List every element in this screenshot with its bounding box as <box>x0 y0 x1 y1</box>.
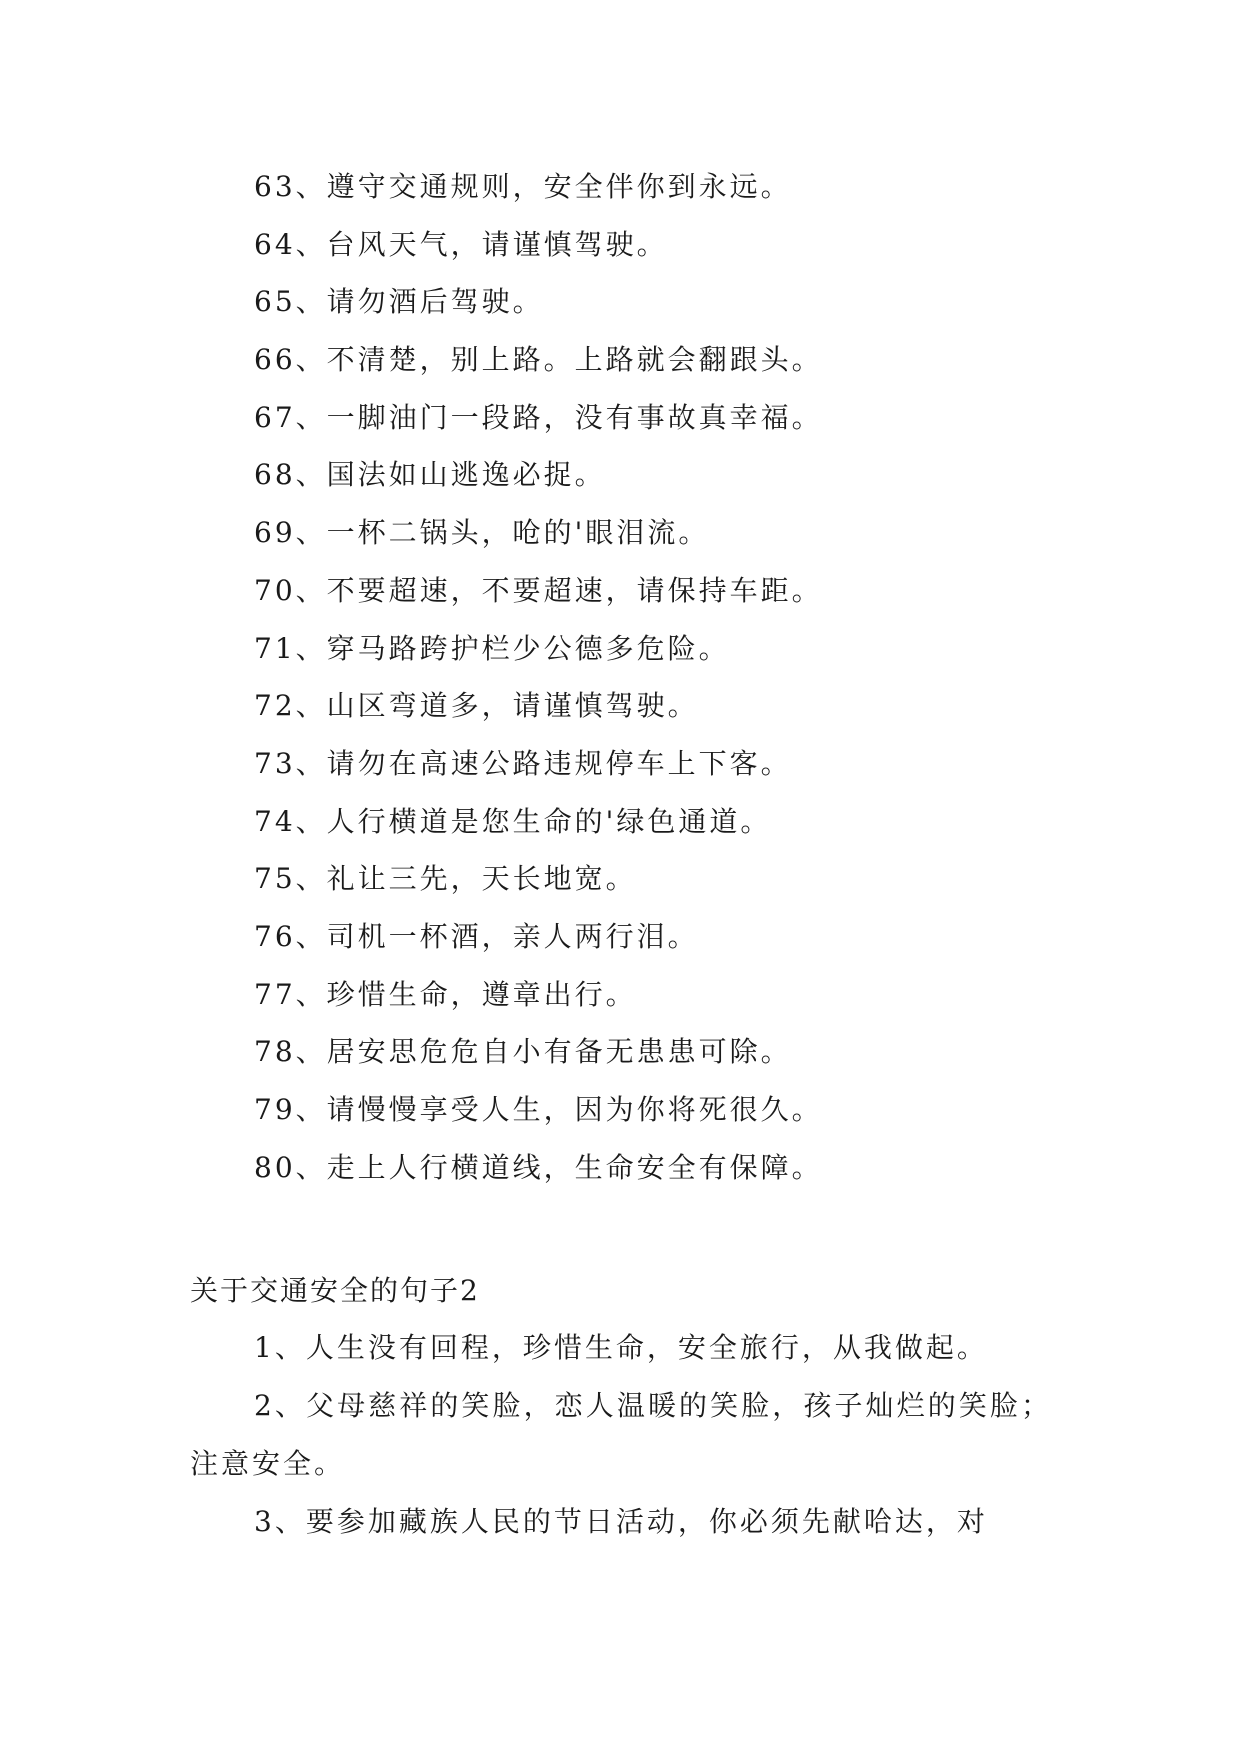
list-item: 71、穿马路跨护栏少公德多危险。 <box>254 631 730 665</box>
slogan-list <box>254 158 1114 1196</box>
list-item: 64、台风天气，请谨慎驾驶。 <box>254 227 668 261</box>
paragraph: 1、人生没有回程，珍惜生命，安全旅行，从我做起。 <box>254 1331 988 1364</box>
list-item: 72、山区弯道多，请谨慎驾驶。 <box>254 689 699 723</box>
list-item: 76、司机一杯酒，亲人两行泪。 <box>254 919 699 953</box>
list-item: 69、一杯二锅头，呛的'眼泪流。 <box>254 516 710 550</box>
list-item: 77、珍惜生命，遵章出行。 <box>254 977 637 1011</box>
list-item: 67、一脚油门一段路，没有事故真幸福。 <box>254 400 823 434</box>
list-item: 63、遵守交通规则，安全伴你到永远。 <box>254 170 792 203</box>
list-item: 80、走上人行横道线，生命安全有保障。 <box>254 1150 823 1184</box>
list-item: 74、人行横道是您生命的'绿色通道。 <box>254 804 772 838</box>
list-item: 66、不清楚，别上路。上路就会翻跟头。 <box>254 343 823 377</box>
section-body <box>190 1319 1052 1551</box>
list-item: 68、国法如山逃逸必捉。 <box>254 458 606 492</box>
list-item: 73、请勿在高速公路违规停车上下客。 <box>254 746 792 780</box>
paragraph: 3、要参加藏族人民的节日活动，你必须先献哈达，对 <box>254 1505 988 1538</box>
paragraph: 2、父母慈祥的笑脸，恋人温暖的笑脸，孩子灿烂的笑脸；注意安全。 <box>190 1389 1052 1480</box>
list-item: 79、请慢慢享受人生，因为你将死很久。 <box>254 1093 823 1126</box>
list-item: 70、不要超速，不要超速，请保持车距。 <box>254 573 823 607</box>
list-item: 75、礼让三先，天长地宽。 <box>254 862 637 896</box>
section-heading: 关于交通安全的句子2 <box>190 1274 480 1307</box>
list-item: 78、居安思危危自小有备无患患可除。 <box>254 1035 792 1069</box>
list-item: 65、请勿酒后驾驶。 <box>254 285 544 319</box>
